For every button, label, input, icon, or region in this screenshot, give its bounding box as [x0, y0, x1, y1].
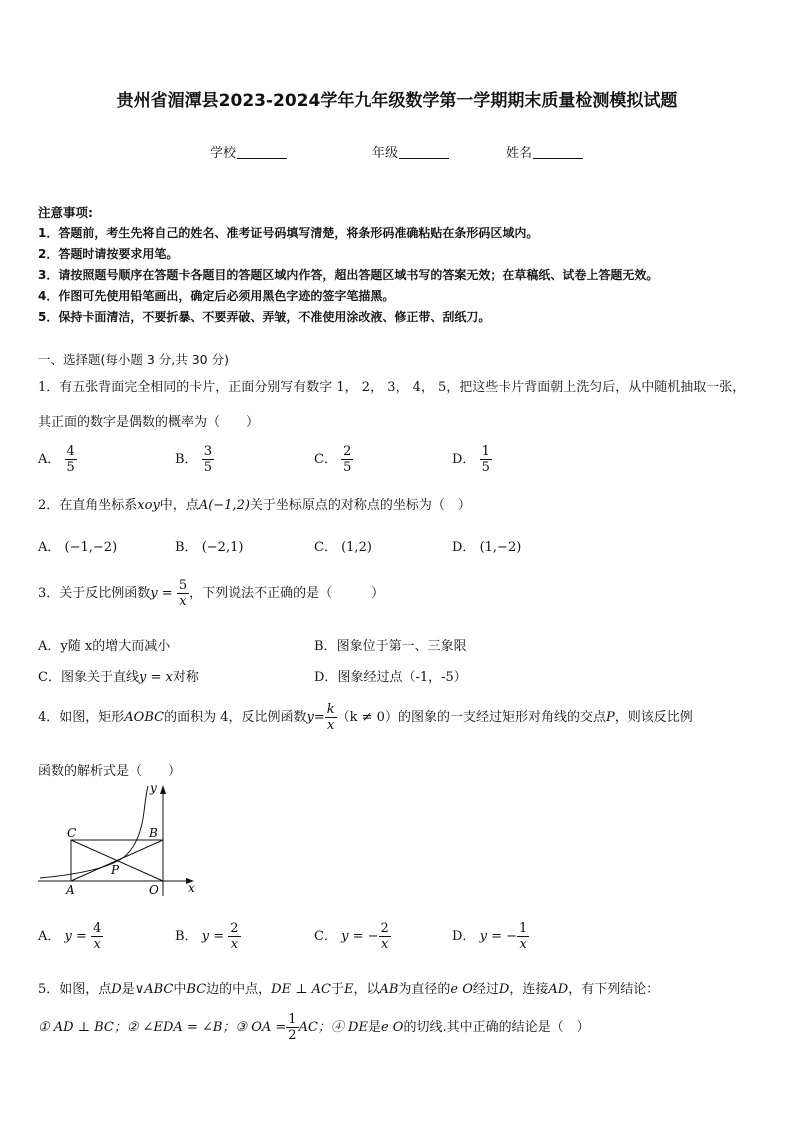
q5-conclusion-2: ；② ∠EDA = ∠B — [113, 1020, 223, 1035]
option-label: D． — [452, 452, 476, 467]
option-label: B． — [175, 452, 198, 467]
option-label: C． — [314, 452, 337, 467]
numerator: 1 — [481, 444, 490, 459]
q2-option-d — [452, 536, 521, 555]
q4-text: ，则该反比例 — [614, 710, 693, 725]
denominator: x — [179, 594, 187, 609]
label-y: y — [150, 782, 157, 795]
note-item: 4．作图可先使用铅笔画出，确定后必须用黑色字迹的签字笔描黑。 — [38, 289, 395, 303]
q5-text: 为直径的 — [398, 982, 451, 997]
option-value: (1,2) — [341, 540, 372, 555]
option-value: (−2,1) — [201, 540, 244, 555]
option-label: C． — [314, 929, 337, 944]
q5-text: 是 — [367, 1020, 381, 1035]
numerator: k — [326, 702, 335, 717]
fraction — [91, 921, 103, 952]
q4-condition: （k ≠ 0） — [336, 710, 398, 725]
y-axis-arrow — [160, 785, 166, 794]
option-label: B． — [175, 540, 198, 555]
q5-de-ac: DE ⊥ AC — [271, 982, 331, 997]
numerator: 2 — [343, 444, 352, 459]
numerator: 3 — [203, 444, 212, 459]
option-math: y = x — [138, 670, 173, 685]
q2-option-a — [38, 536, 117, 555]
notes-heading: 注意事项: — [38, 205, 93, 220]
option-label: B． — [314, 639, 337, 654]
fraction — [379, 921, 391, 952]
q5-ac: AC — [298, 1020, 318, 1035]
q5-circle: e O — [450, 982, 473, 997]
q3-text: 3．关于反比例函数 — [38, 586, 151, 601]
option-label: B． — [175, 929, 198, 944]
denominator: 5 — [343, 460, 352, 475]
denominator: x — [381, 937, 389, 952]
school-field — [210, 142, 287, 161]
q5-conclusion-1: ① AD ⊥ BC — [38, 1020, 114, 1035]
q5-d: D — [111, 982, 122, 997]
numerator: 4 — [93, 921, 102, 936]
q5-text: 5．如图，点 — [38, 982, 112, 997]
fraction — [325, 702, 337, 733]
numerator: 2 — [380, 921, 389, 936]
q4-p: P — [605, 710, 615, 725]
q2-text: 关于坐标原点的对称点的坐标为（ ） — [249, 498, 471, 513]
fraction — [65, 444, 77, 475]
option-label: A． — [38, 639, 61, 654]
q5-text: ，以 — [353, 982, 380, 997]
q4-text: 的图象的一支经过矩形对角线的交点 — [397, 710, 606, 725]
option-label: D． — [314, 670, 338, 685]
label-x: x — [188, 881, 195, 895]
q1-stem: 1．有五张背面完全相同的卡片，正面分别写有数字 1， 2， 3， 4， 5，把这些卡片背面朝上洗匀后，从中随机抽取一张， — [38, 380, 746, 395]
q4-option-a: A． y = $\frac{4}{x}$ — [38, 921, 102, 952]
label-c: C — [67, 826, 77, 840]
fraction — [228, 921, 240, 952]
q4-text: 的面积为 4，反比例函数 — [164, 710, 307, 725]
option-text: y随 x的增大而减小 — [60, 639, 171, 654]
q5-text: 的切线.其中正确的结论是（ ） — [403, 1020, 590, 1035]
label-o: O — [149, 883, 159, 897]
numerator: 2 — [230, 921, 239, 936]
denominator: x — [519, 937, 527, 952]
q4-text: 4．如图，矩形 — [38, 710, 125, 725]
numerator: 4 — [66, 444, 75, 459]
q5-conclusion-4: ；④ DE — [317, 1020, 368, 1035]
q1-option-c — [314, 444, 353, 475]
note-item: 3．请按照题号顺序在答题卡各题目的答题区域内作答，超出答题区域书写的答案无效；在草稿纸、试卷上答题无效。 — [38, 268, 659, 282]
q5-stem — [38, 978, 659, 997]
q4-figure — [34, 782, 204, 902]
option-text: 图象经过点（-1，-5） — [337, 670, 467, 685]
fraction — [202, 444, 214, 475]
numerator: 1 — [288, 1012, 297, 1027]
q1-stem-2: 其正面的数字是偶数的概率为（ ） — [38, 415, 260, 430]
option-sign: − — [367, 929, 379, 944]
q4-rect: AOBC — [124, 710, 165, 725]
fraction — [286, 1012, 298, 1043]
q3-eq: = — [161, 586, 173, 601]
option-label: A． — [38, 540, 61, 555]
q2-stem — [38, 494, 471, 513]
fraction — [341, 444, 353, 475]
q4-option-d: D． y = − $\frac{1}{x}$ — [452, 921, 528, 952]
option-value: (−1,−2) — [64, 540, 118, 555]
q5-bc: BC — [186, 982, 207, 997]
q5-text: 于 — [330, 982, 344, 997]
q1-option-d — [452, 444, 492, 475]
note-item: 1．答题前，考生先将自己的姓名、准考证号码填写清楚，将条形码准确粘贴在条形码区域内。 — [38, 226, 539, 240]
q2-option-b — [175, 536, 243, 555]
fraction — [177, 578, 189, 609]
q5-text: ，连接 — [509, 982, 549, 997]
q5-circle: e O — [380, 1020, 404, 1035]
name-label: 姓名 — [506, 146, 533, 161]
name-field — [506, 142, 583, 161]
q4-stem-2: 函数的解析式是（ ） — [38, 764, 182, 779]
option-label: C． — [314, 540, 337, 555]
q3-option-d — [314, 666, 467, 685]
option-text: 对称 — [172, 670, 199, 685]
grade-field — [372, 142, 449, 161]
q1-option-a — [38, 444, 77, 475]
option-text: 图象关于直线 — [60, 670, 139, 685]
label-p: P — [111, 863, 120, 877]
denominator: 2 — [288, 1028, 297, 1043]
denominator: 5 — [66, 460, 75, 475]
q5-ab: AB — [379, 982, 399, 997]
q2-text: 2．在直角坐标系 — [38, 498, 138, 513]
q5-text: 经过 — [472, 982, 499, 997]
q5-d: D — [498, 982, 510, 997]
q3-text: ，下列说法不正确的是（ ） — [189, 586, 385, 601]
fraction — [517, 921, 529, 952]
q5-conclusion-3: ；③ OA = — [222, 1020, 287, 1035]
school-blank — [237, 146, 287, 159]
q1-option-b — [175, 444, 214, 475]
fraction — [480, 444, 492, 475]
option-label: D． — [452, 540, 476, 555]
numerator: 1 — [519, 921, 528, 936]
q2-xoy: xoy — [137, 498, 160, 513]
denominator: 5 — [203, 460, 212, 475]
option-label: A． — [38, 452, 61, 467]
q5-triangle: ∨ABC — [134, 982, 174, 997]
option-label: D． — [452, 929, 476, 944]
q3-stem — [38, 578, 384, 609]
option-label: A． — [38, 929, 61, 944]
q2-option-c — [314, 536, 372, 555]
q3-option-a — [38, 635, 170, 654]
section-heading: 一、选择题(每小题 3 分,共 30 分) — [38, 352, 229, 367]
denominator: 5 — [481, 460, 490, 475]
numerator: 5 — [178, 578, 188, 593]
q5-e: E — [343, 982, 354, 997]
q3-y: y — [150, 586, 158, 601]
note-item: 5．保持卡面清洁，不要折暴、不要弄破、弄皱，不准使用涂改液、修正带、刮纸刀。 — [38, 310, 491, 324]
q5-conclusions — [38, 1012, 590, 1043]
q2-point: A(−1,2) — [198, 498, 250, 513]
q4-option-c: C． y = − $\frac{2}{x}$ — [314, 921, 389, 952]
name-blank — [533, 146, 583, 159]
denominator: x — [93, 937, 101, 952]
q3-option-c — [38, 666, 199, 685]
label-b: B — [149, 826, 158, 840]
q5-text: 中 — [173, 982, 187, 997]
q5-text: ，有下列结论： — [568, 982, 660, 997]
option-text: 图象位于第一、三象限 — [336, 639, 467, 654]
school-label: 学校 — [210, 146, 237, 161]
hyperbola-curve — [40, 786, 148, 878]
denominator: x — [230, 937, 239, 952]
page-title: 贵州省湄潭县2023-2024学年九年级数学第一学期期末质量检测模拟试题 — [116, 91, 678, 111]
q5-text: 是 — [121, 982, 135, 997]
label-a: A — [66, 883, 75, 897]
option-sign: − — [506, 929, 518, 944]
option-label: C． — [38, 670, 61, 685]
q2-text: 中，点 — [159, 498, 199, 513]
note-item: 2．答题时请按要求用笔。 — [38, 247, 179, 261]
q4-y: y — [306, 710, 314, 725]
grade-blank — [399, 146, 449, 159]
q5-ad: AD — [548, 982, 569, 997]
q4-option-b: B． y = $\frac{2}{x}$ — [175, 921, 239, 952]
q5-text: 边的中点， — [206, 982, 272, 997]
q4-stem: 4．如图，矩形AOBC的面积为 4，反比例函数y= $\frac{k}{x}$ （k ≠ 0）的图象的一支经过矩形对角线的交点P，则该反比例 — [38, 702, 693, 733]
grade-label: 年级 — [372, 146, 399, 161]
denominator: x — [327, 718, 335, 733]
option-value: (1,−2) — [479, 540, 522, 555]
q3-option-b — [314, 635, 467, 654]
